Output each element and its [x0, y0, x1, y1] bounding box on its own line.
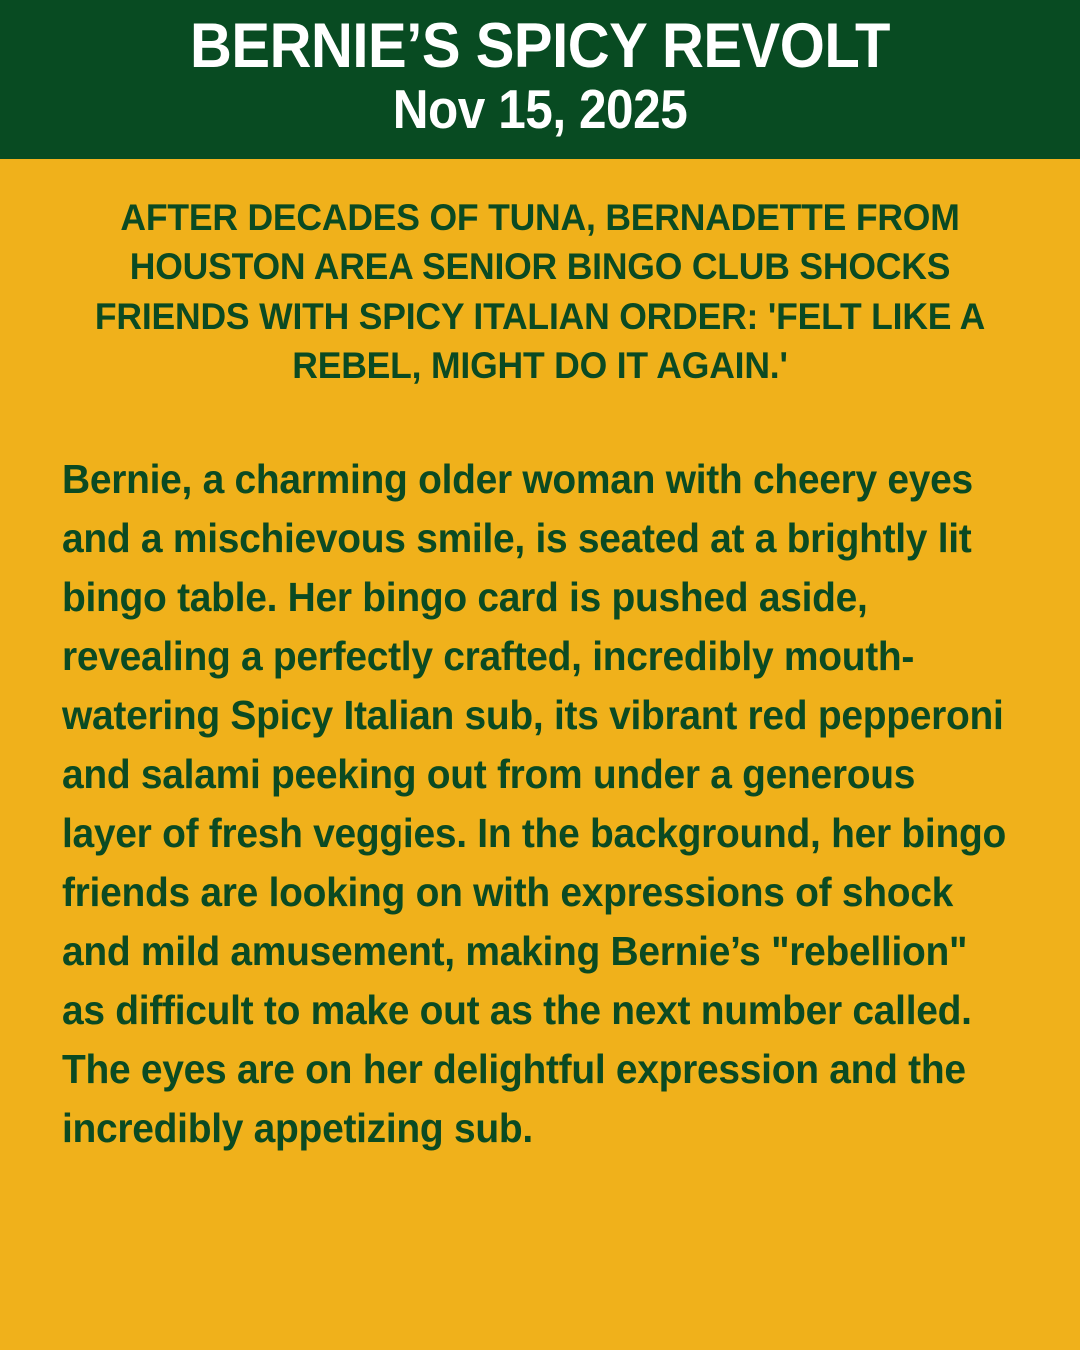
content-area [0, 159, 1080, 1350]
page-title: BERNIE’S SPICY REVOLT [190, 11, 890, 81]
header-date: Nov 15, 2025 [392, 78, 688, 141]
headline-text: AFTER DECADES OF TUNA, BERNADETTE FROM HOUSTON AREA SENIOR BINGO CLUB SHOCKS FRIENDS WITH SPICY ITALIAN ORDER: 'FELT LIKE A REBEL, MIGHT DO IT AGAIN.' [94, 197, 986, 386]
header-banner [0, 0, 1080, 159]
story-body-text: Bernie, a charming older woman with cheery eyes and a mischievous smile, is seated at a brightly lit bingo table. Her bingo card is pushed aside, revealing a perfectly crafted, incredibly mouth-watering Spicy Italian sub, its vibrant red pepperoni and salami peeking out from under a generous layer of fresh veggies. In the background, her bingo friends are looking on with expressions of shock and mild amusement, making Bernie’s "rebellion" as difficult to make out as the next number called. The eyes are on her delightful expression and the incredibly appetizing sub. [62, 456, 1006, 1152]
